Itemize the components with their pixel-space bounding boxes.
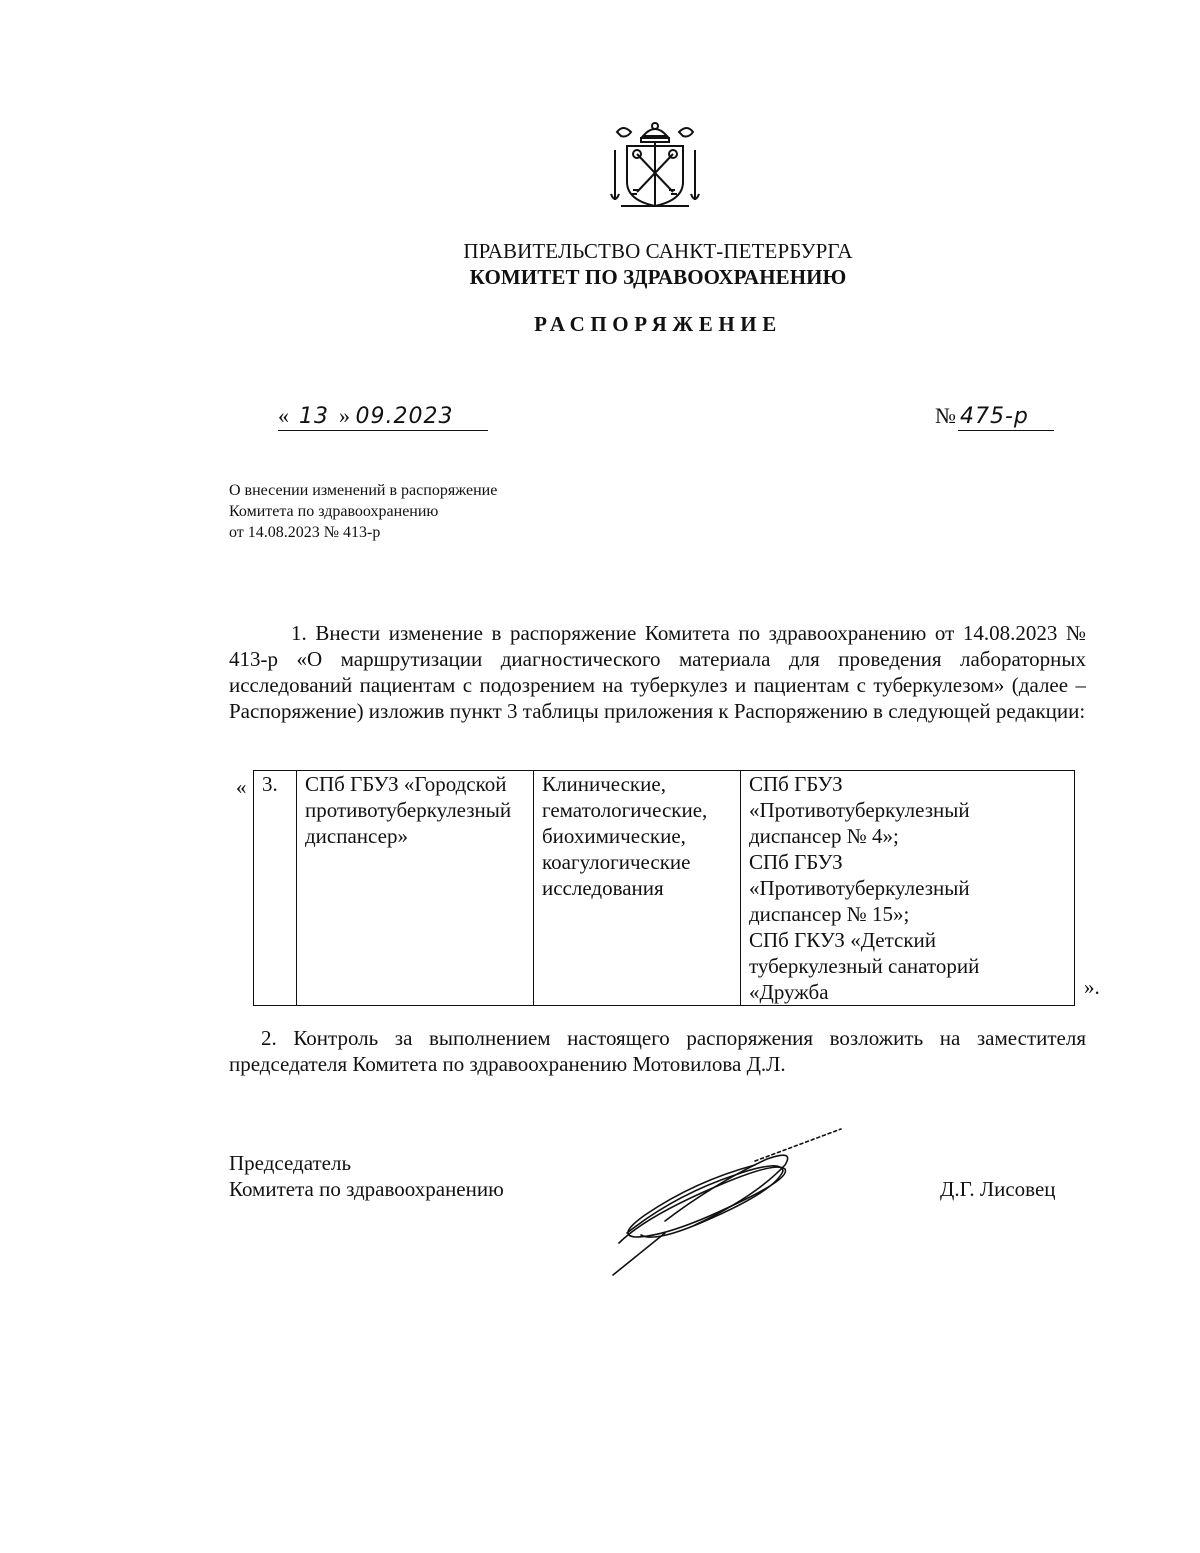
cell-line: диспансер» [305,824,408,848]
signatory-position [229,1150,504,1202]
paragraph-2: 2. Контроль за выполнением настоящего распоряжения возложить на заместителя председателя Комитета по здравоохранению Мотовилова Д.Л. [229,1026,1086,1076]
date-day: 13 [299,404,329,429]
signatory-name: Д.Г. Лисовец [940,1177,1056,1201]
number-value: 475-р [960,404,1029,429]
cell-line: СПб ГБУЗ «Городской [305,772,507,796]
cell-line: «Дружба [749,980,829,1004]
document-type-title: РАСПОРЯЖЕНИЕ [534,312,782,336]
routing-table [253,770,1075,1006]
target-institutions-cell [741,771,1075,1006]
document-number [935,403,1029,429]
date-month-year: 09.2023 [355,404,454,429]
paragraph-1: 1. Внести изменение в распоряжение Комитета по здравоохранению от 14.08.2023 № 413-р «О маршрутизации диагностического материала для проведения лабораторных исследований пациентам с подозрением на туберкулез и пациентам с туберкулезом» (далее – Распоряжение) изложив пункт 3 таблицы приложения к Распоряжению в следующей редакции: [229,621,1086,723]
signatory-position-line: Председатель [229,1151,352,1175]
cell-line: туберкулезный санаторий [749,954,980,978]
number-prefix: № [935,403,956,428]
subject-block [229,480,497,543]
subject-line: О внесении изменений в распоряжение [229,482,498,499]
handwritten-signature [605,1125,845,1280]
government-title: ПРАВИТЕЛЬСТВО САНКТ-ПЕТЕРБУРГА [463,239,853,263]
cell-line: противотуберкулезный [305,798,512,822]
spb-coat-of-arms-icon [607,120,703,212]
date-underline [278,430,488,431]
cell-line: биохимические, [542,824,686,848]
signatory-position-line: Комитета по здравоохранению [229,1177,504,1201]
cell-line: гематологические, [542,798,708,822]
organization-cell [297,771,534,1006]
cell-line: «Противотуберкулезный [749,876,970,900]
cell-line: диспансер № 15»; [749,902,910,926]
row-number-cell: 3. [254,771,297,1006]
subject-line: Комитета по здравоохранению [229,503,439,520]
table-row [254,771,1075,1006]
cell-line: Клинические, [542,772,666,796]
cell-line: СПб ГБУЗ [749,772,843,796]
table-close-quote: ». [1084,975,1100,999]
number-underline [958,430,1054,431]
committee-title: КОМИТЕТ ПО ЗДРАВООХРАНЕНИЮ [469,265,847,289]
subject-line: от 14.08.2023 № 413-р [229,524,381,541]
cell-line: коагулогические [542,850,691,874]
research-type-cell [534,771,741,1006]
date-open-quote: « [278,403,289,428]
cell-line: диспансер № 4»; [749,824,899,848]
date-close-quote: » [339,403,350,428]
cell-line: «Противотуберкулезный [749,798,970,822]
table-open-quote: « [236,775,247,799]
document-date [278,403,453,429]
cell-line: исследования [542,876,664,900]
cell-line: СПб ГБУЗ [749,850,843,874]
cell-line: СПб ГКУЗ «Детский [749,928,937,952]
